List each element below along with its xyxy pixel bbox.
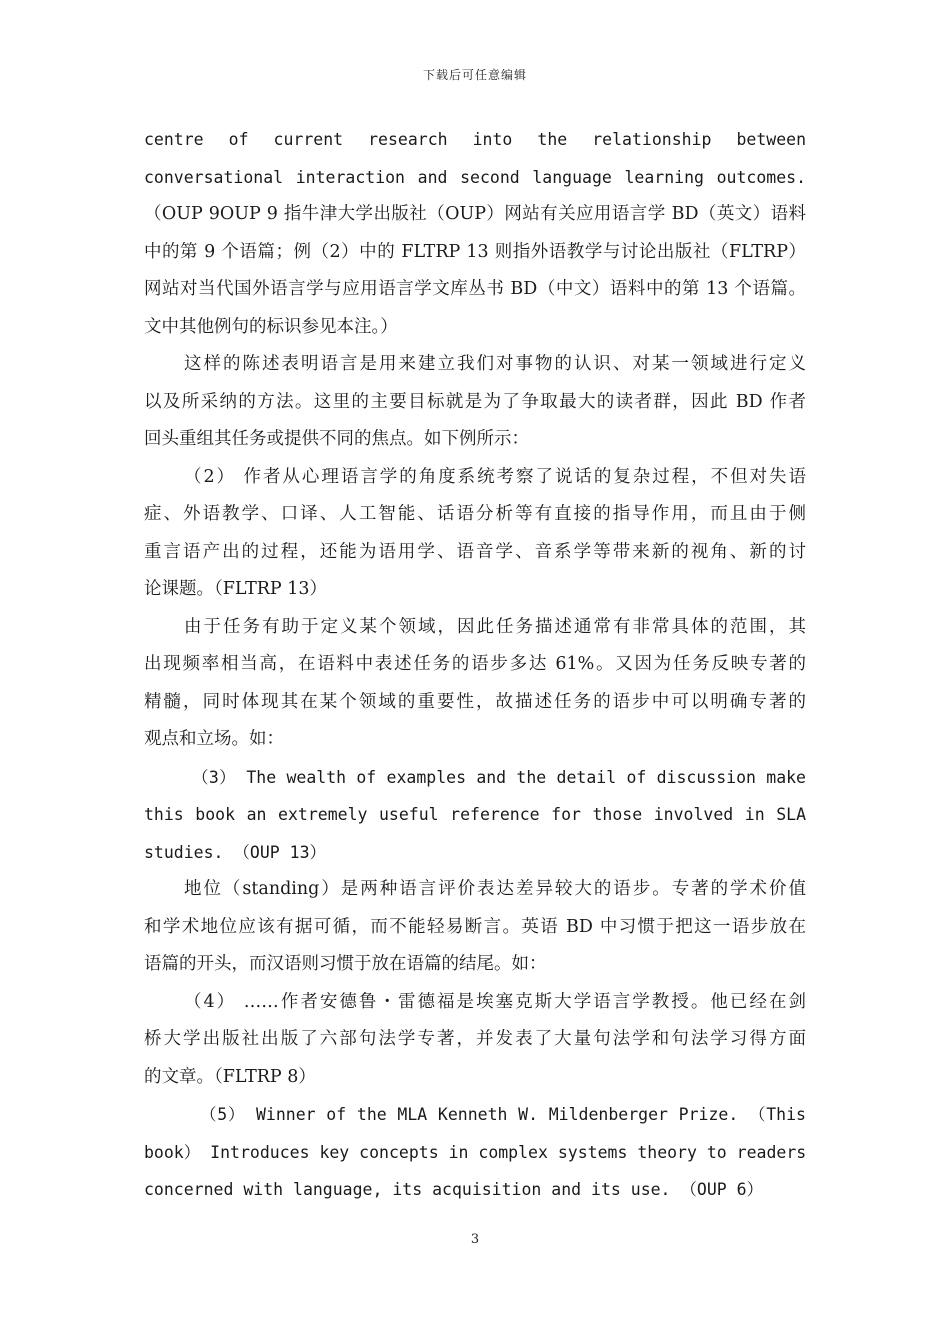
example-line: 的文章。（FLTRP 8） xyxy=(144,1066,316,1087)
example-line: 重言语产出的过程，还能为语用学、语音学、音系学等带来新的视角、新的讨 xyxy=(144,541,806,562)
text-line: 中的第 9 个语篇；例（2）中的 FLTRP 13 则指外语教学与讨论出版社（FLTRP） xyxy=(144,241,806,262)
body-text xyxy=(144,121,806,1209)
text-line: 以及所采纳的方法。这里的主要目标就是为了争取最大的读者群，因此 BD 作者 xyxy=(144,391,806,412)
example-line: （2） 作者从心理语言学的角度系统考察了说话的复杂过程，不但对失语 xyxy=(184,466,806,487)
text-line: conversational interaction and second language learning outcomes. xyxy=(144,167,806,187)
text-line: 和学术地位应该有据可循，而不能轻易断言。英语 BD 中习惯于把这一语步放在 xyxy=(144,916,806,937)
example-line: 桥大学出版社出版了六部句法学专著，并发表了大量句法学和句法学习得方面 xyxy=(144,1029,806,1049)
example-line: （4） ……作者安德鲁・雷德福是埃塞克斯大学语言学教授。他已经在剑 xyxy=(184,991,806,1012)
text-line: 地位（standing）是两种语言评价表达差异较大的语步。专著的学术价值 xyxy=(184,879,806,899)
example-line: book） Introduces key concepts in complex systems theory to readers xyxy=(144,1142,806,1162)
text-line: 观点和立场。如： xyxy=(144,729,284,749)
text-line: 网站对当代国外语言学与应用语言学文库丛书 BD（中文）语料中的第 13 个语篇。 xyxy=(144,279,806,299)
text-line: 语篇的开头，而汉语则习惯于放在语篇的结尾。如： xyxy=(144,954,547,974)
text-line: 这样的陈述表明语言是用来建立我们对事物的认识、对某一领域进行定义 xyxy=(184,354,806,374)
text-line: 回头重组其任务或提供不同的焦点。如下例所示： xyxy=(144,429,529,449)
example-line: studies. （OUP 13） xyxy=(144,842,327,862)
text-line: 文中其他例句的标识参见本注。） xyxy=(144,316,398,337)
text-line: 精髓，同时体现其在某个领域的重要性，故描述任务的语步中可以明确专著的 xyxy=(144,691,806,712)
text-line: （OUP 9OUP 9 指牛津大学出版社（OUP）网站有关应用语言学 BD（英文）语料 xyxy=(144,204,806,224)
example-line: （3） The wealth of examples and the detail of discussion make xyxy=(192,767,806,787)
text-line: 出现频率相当高，在语料中表述任务的语步多达 61%。又因为任务反映专著的 xyxy=(144,654,806,674)
page-header: 下载后可任意编辑 xyxy=(422,68,527,82)
example-line: concerned with language, its acquisition and its use. （OUP 6） xyxy=(144,1180,764,1199)
example-line: 症、外语教学、口译、人工智能、话语分析等有直接的指导作用，而且由于侧 xyxy=(144,504,806,524)
text-line: 由于任务有助于定义某个领域，因此任务描述通常有非常具体的范围，其 xyxy=(184,616,806,637)
example-line: （5） Winner of the MLA Kenneth W. Mildenberger Prize. （This xyxy=(200,1105,806,1124)
example-line: 论课题。（FLTRP 13） xyxy=(144,579,328,599)
page-number: 3 xyxy=(470,1232,480,1247)
text-line: centre of current research into the relationship between xyxy=(144,130,806,149)
example-line: this book an extremely useful reference for those involved in SLA xyxy=(144,805,806,824)
